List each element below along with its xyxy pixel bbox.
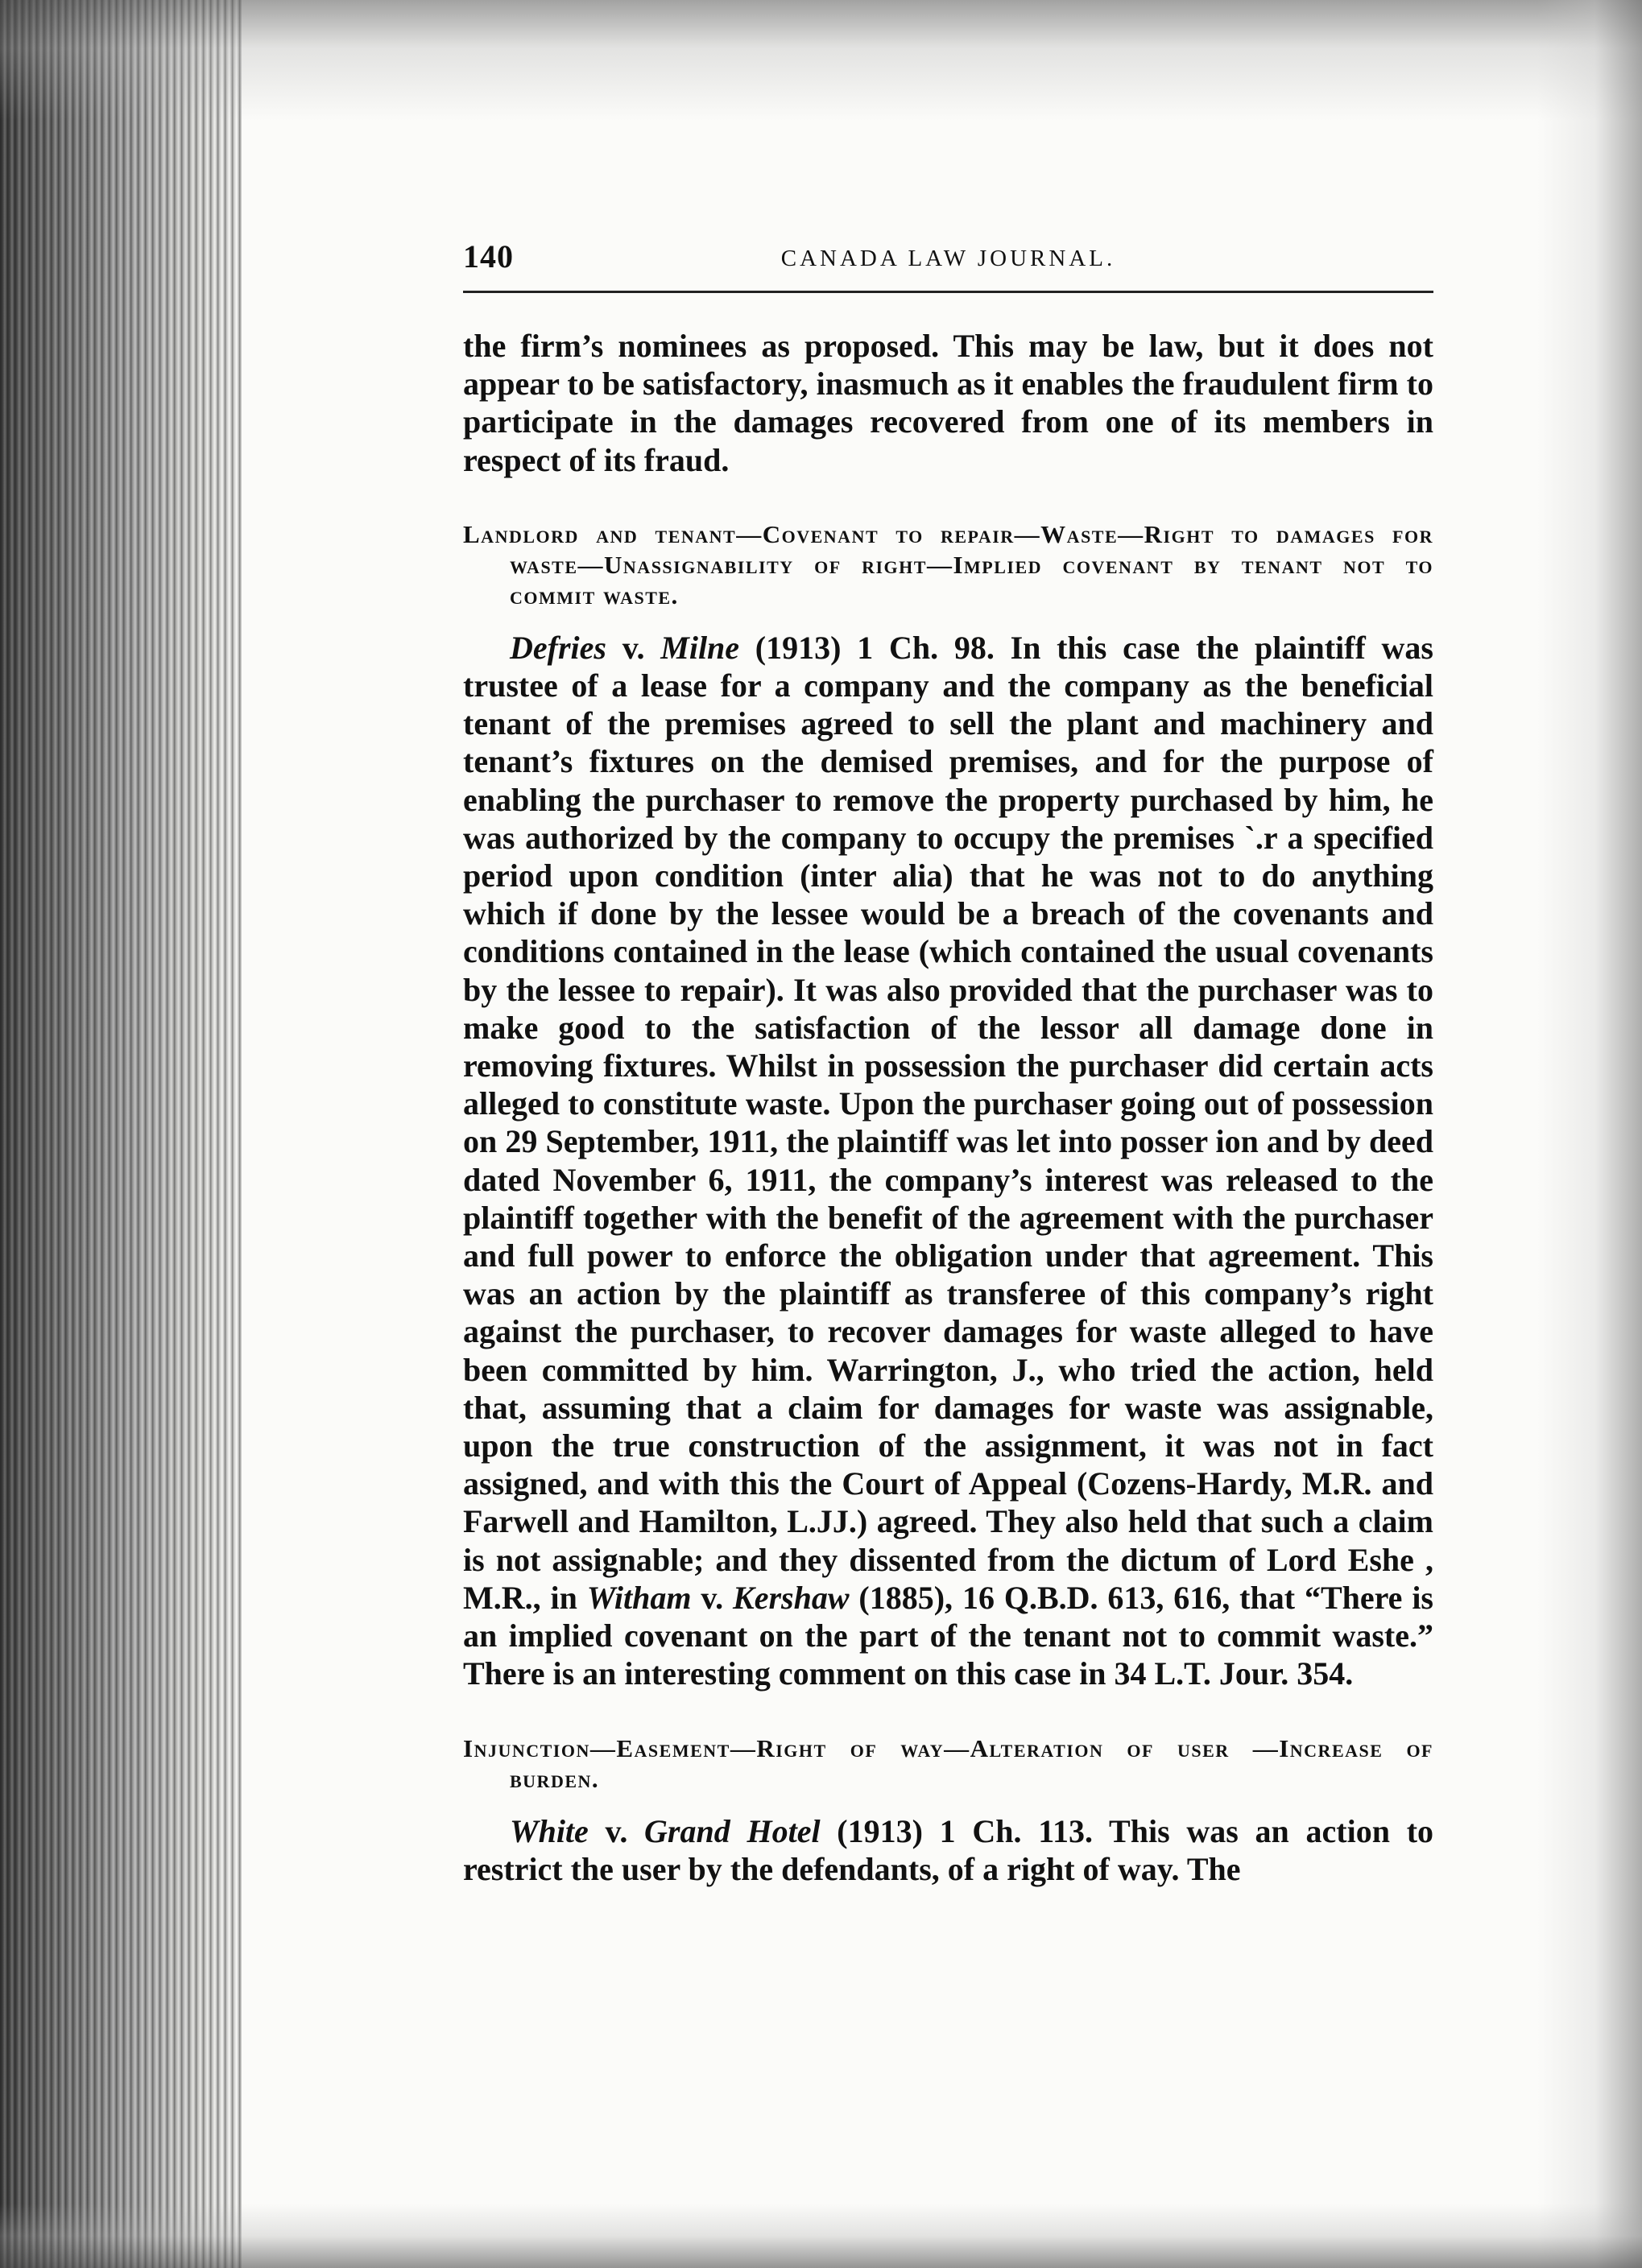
case-text: (1913) 1 Ch. 113. This was an action to restrict the user by the defendants, of a right of way. The	[463, 1812, 1434, 1887]
case-versus: v.	[606, 629, 661, 666]
section-headnote-landlord-tenant: Landlord and tenant—Covenant to repair—Waste—Right to damages for waste—Unassignability of right—Implied covenant by tenant not to commit waste.	[463, 519, 1433, 609]
case-name: Witham	[586, 1579, 692, 1616]
journal-title: CANADA LAW JOURNAL.	[780, 246, 1116, 271]
case-name: Milne	[660, 629, 740, 666]
continued-paragraph: the firm’s nominees as proposed. This may be law, but it does not appear to be satisfactory, inasmuch as it enables the fraudulent firm to participate in the damages recovered from one of its members in respect of its fraud.	[463, 328, 1433, 478]
case-text: (1913) 1 Ch. 98. In this case the plaintiff was trustee of a lease for a company and the company as the beneficial tenant of the premises agreed to sell the plant and machinery and tenant’s fixtures on the demised premises, and for the purpose of enabling the purchaser to remove the property purchased by him, he was authorized by the company to occupy the premises `.r a specified period upon condition (inter alia) that he was not to do anything which if done by the lessee would be a breach of the covenants and conditions contained in the lease (which contained the usual covenants by the lessee to repair). It was also provided that the purchaser was to make good to the satisfaction of the lessor all damage done in removing fixtures. Whilst in possession the purchaser did certain acts alleged to constitute waste. Upon the purchaser going out of possession on 29 September, 1911, the plaintiff was let into posser ion and by deed dated November 6, 1911, the company’s interest was released to the plaintiff together with the benefit of the agreement with the purchaser and full power to enforce the obligation under that agreement. This was an action by the plaintiff as transferee of this company’s right against the purchaser, to recover damages for waste alleged to have been committed by him. Warrington, J., who tried the action, held that, assuming that a claim for damages for waste was assignable, upon the true construction of the assignment, it was not in fact assigned, and with this the Court of Appeal (Cozens-Hardy, M.R. and Farwell and Hamilton, L.JJ.) agreed. They also held that such a claim is not assignable; and they dissented from the dictum of Lord Eshe , M.R., in	[463, 629, 1433, 1616]
case-name: Defries	[510, 629, 606, 666]
page-body	[463, 238, 1433, 1888]
case-text: (1885), 16 Q.B.D. 613, 616, that “There is an implied covenant on the part of the tenant not to commit waste.” There is an interesting comment on this case in 34 L.T. Jour. 354.	[463, 1579, 1433, 1692]
scan-shadow-right	[1537, 0, 1642, 2268]
case-name: Kershaw	[733, 1579, 850, 1616]
scan-shadow-top	[0, 0, 1642, 121]
header-rule	[463, 291, 1433, 293]
case-name: White	[510, 1812, 589, 1849]
case-versus: v.	[691, 1579, 734, 1616]
binding-shadow-left	[0, 0, 242, 2268]
running-head	[463, 238, 1433, 283]
case-versus: v.	[588, 1812, 645, 1849]
case-name: Grand Hotel	[644, 1812, 821, 1849]
section-headnote-injunction: Injunction—Easement—Right of way—Alteration of user —Increase of burden.	[463, 1733, 1433, 1793]
case-paragraph-defries-v-milne	[463, 629, 1433, 1693]
case-paragraph-white-v-grand-hotel	[463, 1812, 1433, 1888]
page-number: 140	[463, 238, 514, 275]
scan-shadow-bottom	[0, 2204, 1642, 2268]
